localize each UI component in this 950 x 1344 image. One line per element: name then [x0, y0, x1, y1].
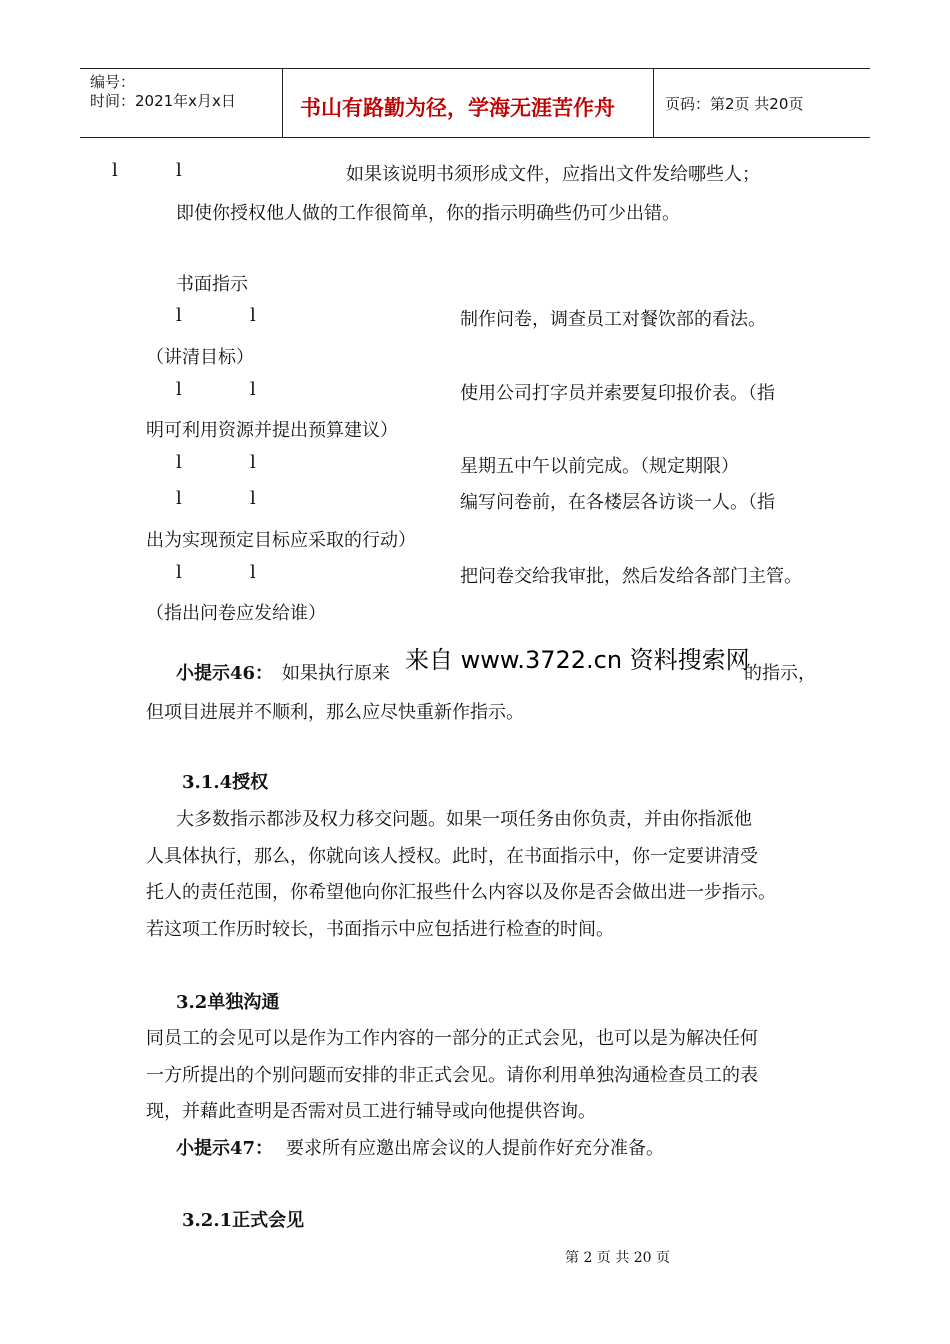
bullet-marker: l — [250, 305, 256, 326]
list-item-note: （讲清目标） — [146, 347, 254, 368]
document-date: 时间：2021年x月x日 — [90, 92, 236, 110]
section-label-written-instructions: 书面指示 — [176, 274, 248, 295]
list-item-continuation: 明可利用资源并提出预算建议） — [146, 420, 398, 441]
bullet-marker: l — [250, 452, 256, 473]
list-item: 如果该说明书须形成文件，应指出文件发给哪些人； — [346, 164, 760, 185]
tip-text: 的指示， — [744, 663, 816, 684]
list-item: 星期五中午以前完成。（规定期限） — [460, 456, 739, 477]
page-footer: 第 2 页 共 20 页 — [565, 1250, 670, 1266]
bullet-marker: l — [250, 488, 256, 509]
bullet-marker: l — [176, 379, 182, 400]
tip-text: 要求所有应邀出席会议的人提前作好充分准备。 — [286, 1138, 664, 1159]
list-item: 使用公司打字员并索要复印报价表。（指 — [460, 383, 775, 404]
list-item-note: （指出问卷应发给谁） — [146, 603, 326, 624]
list-item: 制作问卷，调查员工对餐饮部的看法。 — [460, 309, 766, 330]
list-item: 编写问卷前，在各楼层各访谈一人。（指 — [460, 492, 775, 513]
bullet-marker: l — [176, 305, 182, 326]
paragraph-line: 一方所提出的个别问题而安排的非正式会见。请你利用单独沟通检查员工的表 — [146, 1065, 758, 1086]
section-heading-3-2-1: 3.2.1正式会见 — [182, 1210, 305, 1231]
tip-text-continuation: 但项目进展并不顺利，那么应尽快重新作指示。 — [146, 702, 524, 723]
header-page-info: 页码：第2页 共20页 — [665, 95, 804, 113]
list-item: 把问卷交给我审批，然后发给各部门主管。 — [460, 566, 802, 587]
header-divider — [282, 69, 283, 137]
bullet-marker: l — [250, 562, 256, 583]
bullet-marker: l — [176, 160, 182, 181]
paragraph-line: 托人的责任范围，你希望他向你汇报些什么内容以及你是否会做出进一步指示。 — [146, 882, 776, 903]
bullet-marker: l — [176, 488, 182, 509]
bullet-marker: l — [176, 562, 182, 583]
header-divider — [653, 69, 654, 137]
bullet-marker: l — [250, 379, 256, 400]
bullet-marker: l — [176, 452, 182, 473]
document-number-label: 编号： — [90, 73, 136, 91]
paragraph-line: 同员工的会见可以是作为工作内容的一部分的正式会见，也可以是为解决任何 — [146, 1028, 758, 1049]
paragraph-line: 现，并藉此查明是否需对员工进行辅导或向他提供咨询。 — [146, 1101, 596, 1122]
bullet-marker: l — [112, 160, 118, 181]
watermark-banner: 来自 www.3722.cn 资料搜索网 — [405, 646, 750, 674]
section-heading-3-1-4: 3.1.4授权 — [182, 772, 269, 793]
paragraph-line: 大多数指示都涉及权力移交问题。如果一项任务由你负责，并由你指派他 — [176, 809, 752, 830]
tip-label: 小提示46： — [176, 663, 274, 684]
paragraph-line: 人具体执行，那么，你就向该人授权。此时，在书面指示中，你一定要讲清受 — [146, 846, 758, 867]
section-heading-3-2: 3.2单独沟通 — [176, 992, 280, 1013]
list-item-continuation: 出为实现预定目标应采取的行动） — [146, 530, 416, 551]
paragraph-line: 若这项工作历时较长，书面指示中应包括进行检查的时间。 — [146, 919, 614, 940]
header-motto: 书山有路勤为径，学海无涯苦作舟 — [300, 96, 615, 120]
tip-label: 小提示47： — [176, 1138, 274, 1159]
paragraph-line: 即使你授权他人做的工作很简单，你的指示明确些仍可少出错。 — [176, 203, 680, 224]
tip-text: 如果执行原来 — [282, 663, 390, 684]
